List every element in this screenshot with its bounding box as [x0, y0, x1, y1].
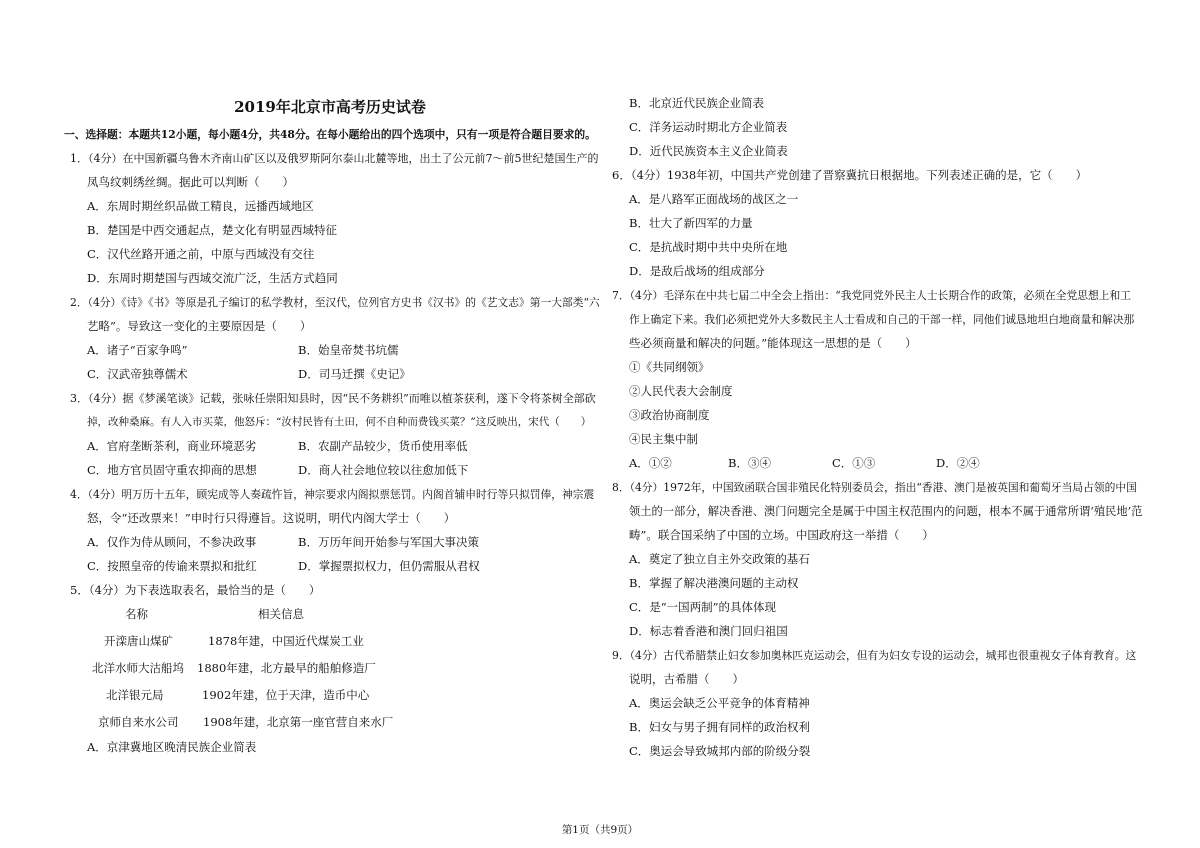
q9-option-a: A．奥运会缺乏公平竞争的体育精神: [629, 696, 810, 710]
q3-stem-line1: 3．（4分）据《梦溪笔谈》记载，张咏任崇阳知县时，因“民不务耕织”而唯以植茶获利，遂下令将茶树全部砍: [70, 392, 596, 405]
q2-stem-line1: 2．（4分）《诗》《书》等原是孔子编订的私学教材，至汉代，位列官方史书《汉书》的《艺文志》第一大部类“六: [70, 296, 600, 309]
q9-option-c: C．奥运会导致城邦内部的阶级分裂: [629, 744, 811, 758]
section-heading: 一、选择题：本题共12小题，每小题4分，共48分。在每小题给出的四个选项中，只有一项是符合题目要求的。: [64, 128, 596, 141]
q1-stem-line1: 1．（4分）在中国新疆乌鲁木齐南山矿区以及俄罗斯阿尔泰山北麓等地，出土了公元前7～前5世纪楚国生产的: [70, 152, 599, 165]
q8-option-c: C．是“一国两制”的具体体现: [629, 600, 777, 614]
page-footer: 第1页（共9页）: [561, 824, 639, 836]
q2-option-a: A．诸子“百家争鸣”: [87, 343, 188, 357]
q7-item-2: ②人民代表大会制度: [629, 384, 733, 398]
q2-option-c: C．汉武帝独尊儒术: [87, 367, 188, 381]
table-header-info: 相关信息: [258, 607, 304, 621]
q3-stem-line2: 掉，改种桑麻。有人入市买菜，他怒斥：“汝村民皆有土田，何不自种而费钱买菜？”这反映出，宋代（ ）: [87, 416, 592, 428]
q4-option-b: B．万历年间开始参与军国大事决策: [298, 535, 479, 549]
q1-option-b: B．楚国是中西交通起点，楚文化有明显西域特征: [87, 223, 337, 237]
q8-option-b: B．掌握了解决港澳问题的主动权: [629, 576, 799, 590]
q4-option-d: D．掌握票拟权力，但仍需服从君权: [298, 559, 480, 573]
q1-option-d: D．东周时期楚国与西域交流广泛，生活方式趋同: [87, 271, 338, 285]
q4-stem-line1: 4．（4分）明万历十五年，顾宪成等人奏疏忤旨，神宗要求内阁拟票惩罚。内阁首辅申时行等只拟罚俸，神宗震: [70, 488, 595, 501]
q7-stem-line3: 些必须商量和解决的问题。”能体现这一思想的是（ ）: [629, 336, 917, 350]
q5-option-a: A．京津冀地区晚清民族企业简表: [87, 740, 257, 754]
q8-stem-line3: 畴”。联合国采纳了中国的立场。中国政府这一举措（ ）: [629, 528, 934, 542]
q7-item-1: ①《共同纲领》: [629, 360, 710, 374]
q7-stem-line2: 作上确定下来。我们必须把党外大多数民主人士看成和自己的干部一样，同他们诚恳地坦白地商量和解决那: [629, 313, 1135, 326]
table-cell-info: 1908年建，北京第一座官营自来水厂: [203, 715, 394, 729]
q7-option-a: A．①②: [629, 456, 672, 470]
table-cell-info: 1880年建，北方最早的船舶修造厂: [197, 661, 376, 675]
q3-option-d: D．商人社会地位较以往愈加低下: [298, 463, 469, 477]
q5-option-c: C．洋务运动时期北方企业简表: [629, 120, 788, 134]
q5-stem: 5．（4分）为下表选取表名，最恰当的是（ ）: [70, 583, 321, 597]
q4-option-a: A．仅作为侍从顾问，不参决政事: [87, 535, 257, 549]
q6-option-b: B．壮大了新四军的力量: [629, 216, 753, 230]
table-header-name: 名称: [125, 607, 148, 621]
q7-item-4: ④民主集中制: [629, 432, 698, 446]
q8-option-a: A．奠定了独立自主外交政策的基石: [629, 552, 810, 566]
q2-stem-line2: 艺略”。导致这一变化的主要原因是（ ）: [87, 319, 312, 333]
table-cell-name: 京师自来水公司: [98, 715, 179, 729]
q4-stem-line2: 怒，令“还改票来！”申时行只得遵旨。这说明，明代内阁大学士（ ）: [87, 511, 456, 525]
q7-stem-line1: 7．（4分）毛泽东在中共七届二中全会上指出：“我党同党外民主人士长期合作的政策，必须在全党思想上和工: [612, 289, 1132, 302]
q1-option-a: A．东周时期丝织品做工精良，远播西域地区: [87, 199, 314, 213]
q4-option-c: C．按照皇帝的传谕来票拟和批红: [87, 559, 257, 573]
q2-option-d: D．司马迁撰《史记》: [298, 367, 411, 381]
q6-stem: 6．（4分）1938年初，中国共产党创建了晋察冀抗日根据地。下列表述正确的是，它（ ）: [612, 168, 1088, 182]
q3-option-c: C．地方官员固守重农抑商的思想: [87, 463, 257, 477]
q2-option-b: B．始皇帝焚书坑儒: [298, 343, 399, 357]
q5-option-d: D．近代民族资本主义企业简表: [629, 144, 788, 158]
q5-option-b: B．北京近代民族企业简表: [629, 96, 764, 110]
q7-item-3: ③政治协商制度: [629, 408, 710, 422]
table-cell-info: 1902年建，位于天津，造币中心: [202, 688, 370, 702]
q9-option-b: B．妇女与男子拥有同样的政治权利: [629, 720, 810, 734]
q3-option-b: B．农副产品较少，货币使用率低: [298, 439, 468, 453]
table-cell-name: 开滦唐山煤矿: [104, 634, 173, 648]
q7-option-d: D．②④: [936, 456, 980, 470]
q1-option-c: C．汉代丝路开通之前，中原与西域没有交往: [87, 247, 315, 261]
q6-option-a: A．是八路军正面战场的战区之一: [629, 192, 799, 206]
q8-stem-line1: 8．（4分）1972年，中国致函联合国非殖民化特别委员会，指出“香港、澳门是被英国和葡萄牙当局占领的中国: [612, 481, 1137, 494]
q7-option-c: C．①③: [832, 456, 876, 470]
q7-option-b: B．③④: [728, 456, 771, 470]
q9-stem-line2: 说明，古希腊（ ）: [629, 672, 744, 686]
q6-option-d: D．是敌后战场的组成部分: [629, 264, 765, 278]
q3-option-a: A．官府垄断茶利，商业环境恶劣: [87, 439, 257, 453]
table-cell-name: 北洋银元局: [106, 688, 164, 702]
q8-stem-line2: 领土的一部分，解决香港、澳门问题完全是属于中国主权范围内的问题，根本不属于通常所谓‘殖民地’范: [629, 505, 1143, 518]
page-title: 2019年北京市高考历史试卷: [234, 98, 426, 116]
table-cell-info: 1878年建，中国近代煤炭工业: [208, 634, 364, 648]
table-cell-name: 北洋水师大沽船坞: [92, 661, 184, 675]
q6-option-c: C．是抗战时期中共中央所在地: [629, 240, 788, 254]
q8-option-d: D．标志着香港和澳门回归祖国: [629, 624, 788, 638]
q9-stem-line1: 9．（4分）古代希腊禁止妇女参加奥林匹克运动会，但有为妇女专设的运动会，城邦也很重视女子体育教育。这: [612, 649, 1137, 662]
q1-stem-line2: 凤鸟纹刺绣丝绸。据此可以判断（ ）: [87, 175, 294, 189]
